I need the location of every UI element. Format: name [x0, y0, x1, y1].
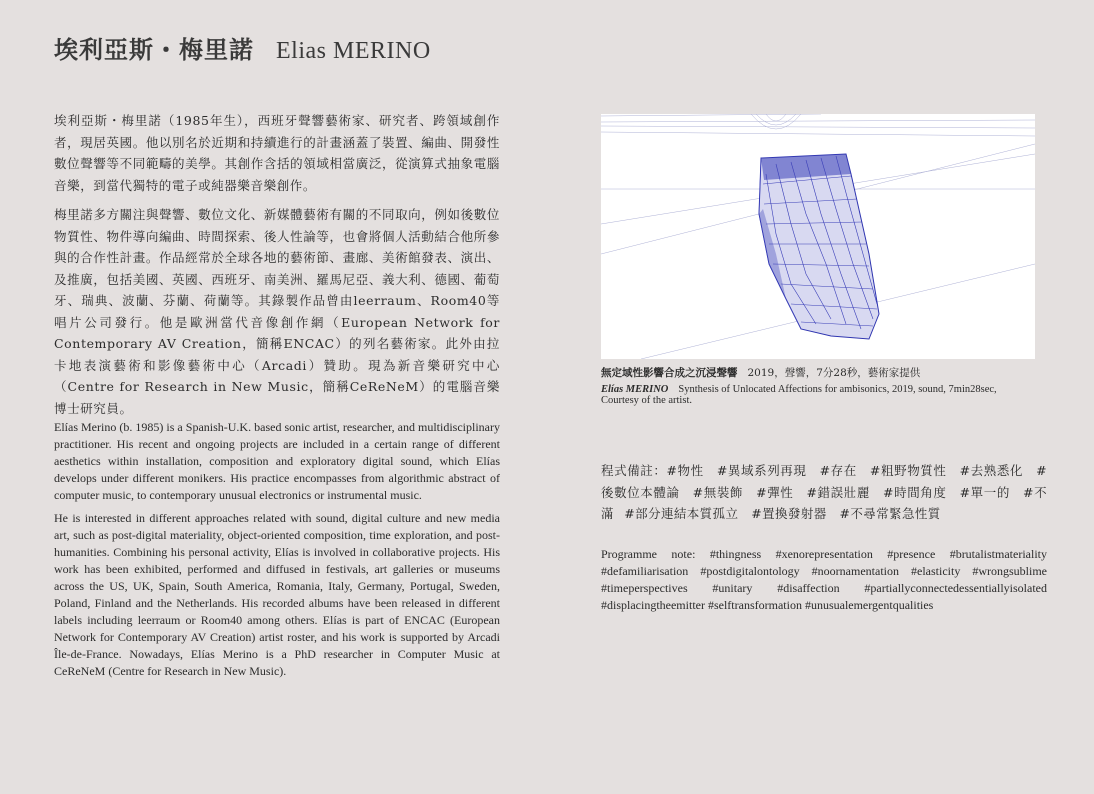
caption-en [601, 384, 1035, 406]
title-zh: 埃利亞斯・梅里諾 [54, 35, 254, 64]
bio-zh-paragraph-2: 梅里諾多方關注與聲響、數位文化、新媒體藝術有關的不同取向，例如後數位物質性、物件導向編曲、時間探索、後人性論等，也會將個人活動結合他所參與的合作性計畫。作品經常於全球各地的藝術節、畫廊、美術館發表、演出、及推廣，包括美國、英國、西班牙、南美洲、羅馬尼亞、義大利、德國、葡萄牙、瑞典、波蘭、芬蘭、荷蘭等。其錄製作品曾由leerraum、Room40等唱片公司發行。他是歐洲當代音像創作網（European Network for Contemporary AV Creation，簡稱ENCAC）的列名藝術家。此外由拉卡地表演藝術和影像藝術中心（Arcadi）贊助。現為新音樂研究中心（Centre for Research in New Music，簡稱CeReNeM）的電腦音樂博士研究員。 [54, 207, 500, 416]
bio-zh [54, 110, 500, 427]
programme-note-zh: 程式備註：#物性 #異域系列再現 #存在 #粗野物質性 #去熟悉化 #後數位本體論 #無裝飾 #彈性 #錯誤壯麗 #時間角度 #單一的 #不滿 #部分連結本質孤立 #置換發射器 #不尋常緊急性質 [601, 463, 1047, 521]
bio-en [54, 419, 500, 686]
artwork-caption [601, 366, 1035, 406]
bio-en-paragraph-2: He is interested in different approaches related with sound, digital culture and new media art, such as post-digital materiality, object-oriented composition, time exploration, and post-humanities. Combining his personal activity, Elías is involved in collaborative projects. His work has been exhibited, performed and diffused in festivals, art galleries or museums across the US, UK, Spain, South America, Romania, Italy, Germany, Portugal, Sweden, Poland, Finland and the Netherlands. His recorded albums have been released in different labels including leerraum or Room40 among others. Elías is part of ENCAC (European Network for Contemporary AV Creation) artist roster, and his work is supported by Arcadi Île-de-France. Nowadays, Elías Merino is a PhD researcher in Computer Music at CeReNeM (Centre for Research in New Music). [54, 511, 500, 678]
caption-zh [601, 366, 1035, 380]
title-en: Elias MERINO [276, 38, 431, 64]
caption-details-zh: 2019，聲響，7分28秒，藝術家提供 [747, 367, 921, 379]
bio-en-paragraph-1: Elías Merino (b. 1985) is a Spanish-U.K. based sonic artist, researcher, and multidisciplinary practitioner. His recent and ongoing projects are included in a certain range of different aesthetics within installation, composition and exploratory digital sound, which Elías develops under different monikers. His practice encompasses from algorithmic abstract of computer music, to contemporary unusual electronics or instrumental music. [54, 420, 500, 502]
caption-title-zh: 無定域性影響合成之沉浸聲響 [601, 367, 738, 379]
page-title [54, 30, 431, 65]
programme-note-en: Programme note: #thingness #xenorepresentation #presence #brutalistmateriality #defamiliarisation #postdigitalontology #noornamentation #elasticity #wrongsublime #timeperspectives #unitary #disaffection #partiallyconnectedessentiallyisolated #displacingtheemitter #selftransformation #unusualemergentqualities [601, 547, 1047, 612]
artwork-image [601, 114, 1035, 359]
bio-zh-paragraph-1: 埃利亞斯・梅里諾（1985年生），西班牙聲響藝術家、研究者、跨領域創作者，現居英國。他以別名於近期和持續進行的計畫涵蓋了裝置、編曲、開發性數位聲響等不同範疇的美學。其創作含括的領域相當廣泛，從演算式抽象電腦音樂，到當代獨特的電子或純器樂音樂創作。 [54, 113, 500, 193]
caption-artist-en: Elías MERINO [601, 384, 669, 395]
caption-details-en: Synthesis of Unlocated Affections for ambisonics, 2019, sound, 7min28sec, Courtesy of the artist. [601, 384, 997, 406]
